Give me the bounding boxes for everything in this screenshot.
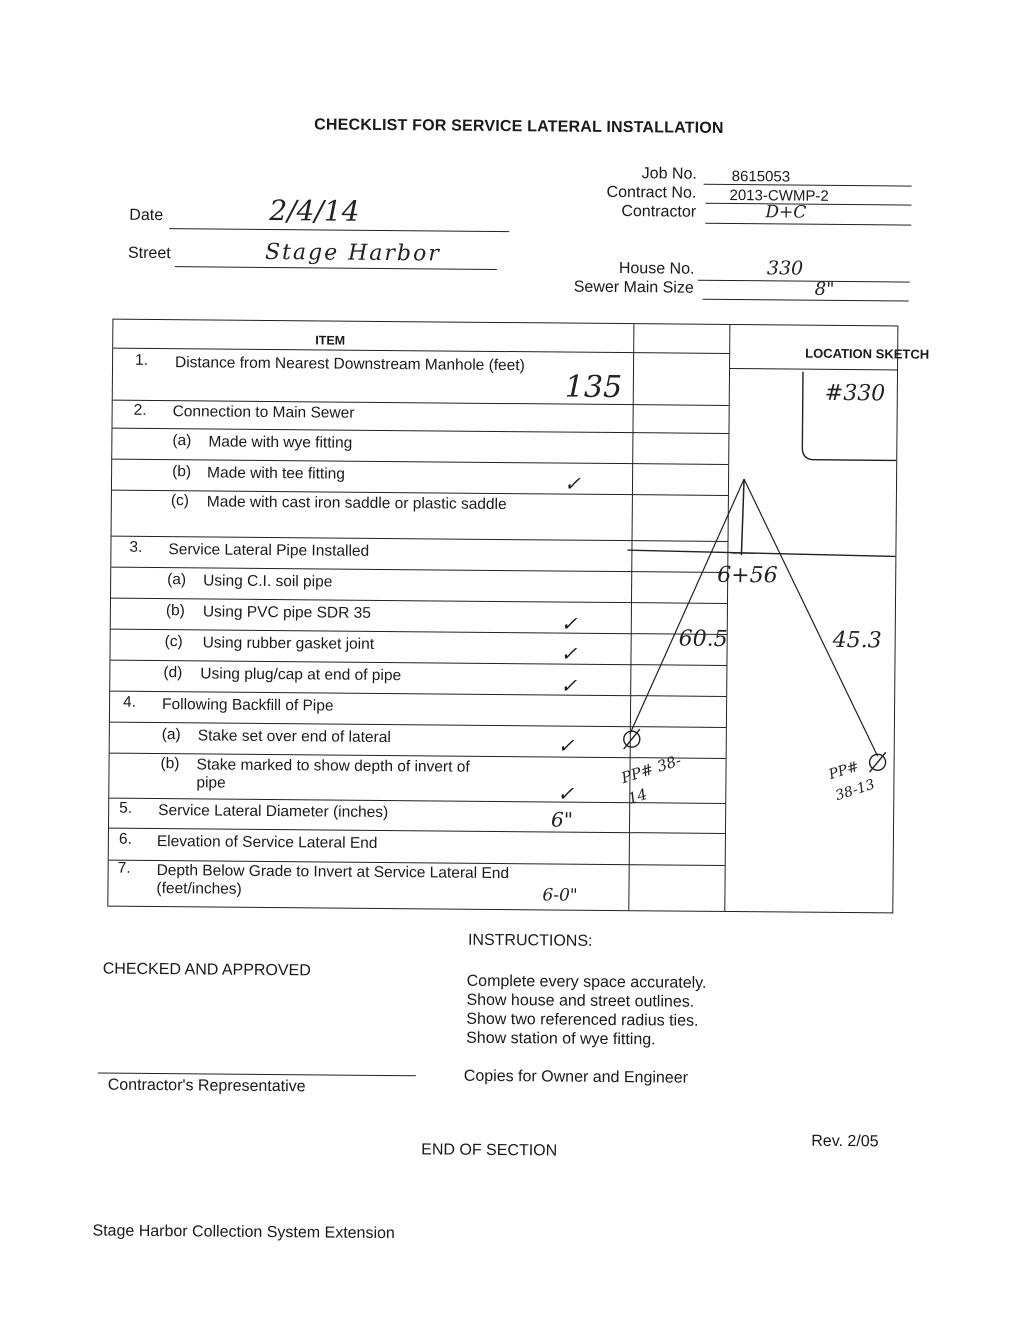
row-text: Connection to Main Sewer [173,403,355,423]
instruction-item: Show station of wye fitting. [466,1029,656,1050]
contractor-label: Contractor [621,203,696,222]
row-text: Service Lateral Diameter (inches) [158,802,388,822]
row-number: 3. [129,539,142,557]
row-number: (b) [166,602,185,620]
street-line [627,550,895,556]
row-number: (c) [171,492,189,510]
row-number: (a) [172,432,191,450]
row-number: (b) [172,463,191,481]
contractor-value: D+C [765,202,806,222]
tie-left [630,478,744,735]
street-value: Stage Harbor [265,240,441,267]
row-number: 5. [119,800,132,818]
sketch-header: LOCATION SKETCH [709,345,1022,363]
date-label: Date [129,207,163,225]
item-header: ITEM [315,333,345,347]
sketch-tie-right: 45.3 [833,628,882,653]
instruction-item: Complete every space accurately. [467,972,707,993]
row-text: Using rubber gasket joint [203,634,375,653]
house-label: House No. [619,260,695,279]
contractor-representative: Contractor's Representative [108,1077,306,1097]
job-label: Job No. [642,165,697,183]
street-line [175,266,497,270]
contract-value: 2013-CWMP-2 [729,187,828,205]
instructions-title: INSTRUCTIONS: [468,932,593,951]
row-mark: 6-0" [542,885,577,905]
contract-label: Contract No. [606,184,696,203]
end-of-section: END OF SECTION [421,1141,557,1160]
row-text: Stake marked to show depth of invert of pipe [196,756,496,795]
tie-right [742,479,880,756]
row-mark: ✓ [558,734,575,758]
row-mark: 135 [565,370,623,405]
row-number: (d) [163,664,182,682]
row-number: 4. [123,694,136,712]
lateral-line [741,479,744,555]
location-sketch [108,320,897,913]
sewer-value: 8" [815,279,835,300]
row-text: Elevation of Service Lateral End [157,833,378,853]
row-text: Using plug/cap at end of pipe [200,665,401,685]
row-mark: 6" [551,807,573,831]
row-mark: ✓ [561,612,578,636]
house-value: 330 [767,257,803,279]
row-text: Following Backfill of Pipe [162,696,334,715]
sketch-tie-left: 60.5 [679,627,728,652]
row-number: (b) [160,755,179,773]
row-text: Made with wye fitting [208,433,352,452]
row-mark: ✓ [560,674,577,698]
row-text: Depth Below Grade to Invert at Service Lateral End (feet/inches) [156,862,526,901]
sketch-pole-left: PP# 38-14 [618,747,698,810]
sewer-line [703,299,909,302]
revision: Rev. 2/05 [811,1133,878,1152]
row-text: Made with tee fitting [207,464,345,483]
row-text: Distance from Nearest Downstream Manhole (feet) [175,354,525,375]
contractor-line [705,223,911,226]
instruction-item: Show two referenced radius ties. [466,1010,698,1031]
job-value: 8615053 [732,168,791,186]
sewer-label: Sewer Main Size [574,279,694,298]
row-text: Stake set over end of lateral [198,727,391,747]
date-value: 2/4/14 [269,194,359,228]
row-mark: ✓ [564,472,581,496]
signature-line [98,1073,416,1077]
checked-approved: CHECKED AND APPROVED [103,961,311,981]
row-number: 6. [119,831,132,849]
row-mark: ✓ [560,642,577,666]
row-number: 1. [135,352,148,370]
row-text: Made with cast iron saddle or plastic saddle [207,493,507,514]
row-number: 2. [134,402,147,420]
street-label: Street [128,245,171,263]
row-text: Using PVC pipe SDR 35 [203,603,371,622]
project-name: Stage Harbor Collection System Extension [92,1222,395,1243]
sketch-pole-right: PP# 38-13 [826,749,889,807]
sketch-house-number: #330 [825,384,865,404]
copies-note: Copies for Owner and Engineer [464,1068,688,1088]
instruction-item: Show house and street outlines. [466,991,694,1012]
date-line [169,228,509,232]
row-number: (a) [167,571,186,589]
row-text: Service Lateral Pipe Installed [168,541,369,561]
page-title: CHECKLIST FOR SERVICE LATERAL INSTALLATION [314,116,724,138]
row-mark: ✓ [557,782,574,806]
row-number: (a) [162,726,181,744]
sketch-station: 6+56 [717,563,778,589]
checklist-table [107,319,898,914]
house-line [698,280,910,283]
row-number: (c) [165,633,183,651]
row-text: Using C.I. soil pipe [203,572,332,591]
row-number: 7. [118,860,131,878]
